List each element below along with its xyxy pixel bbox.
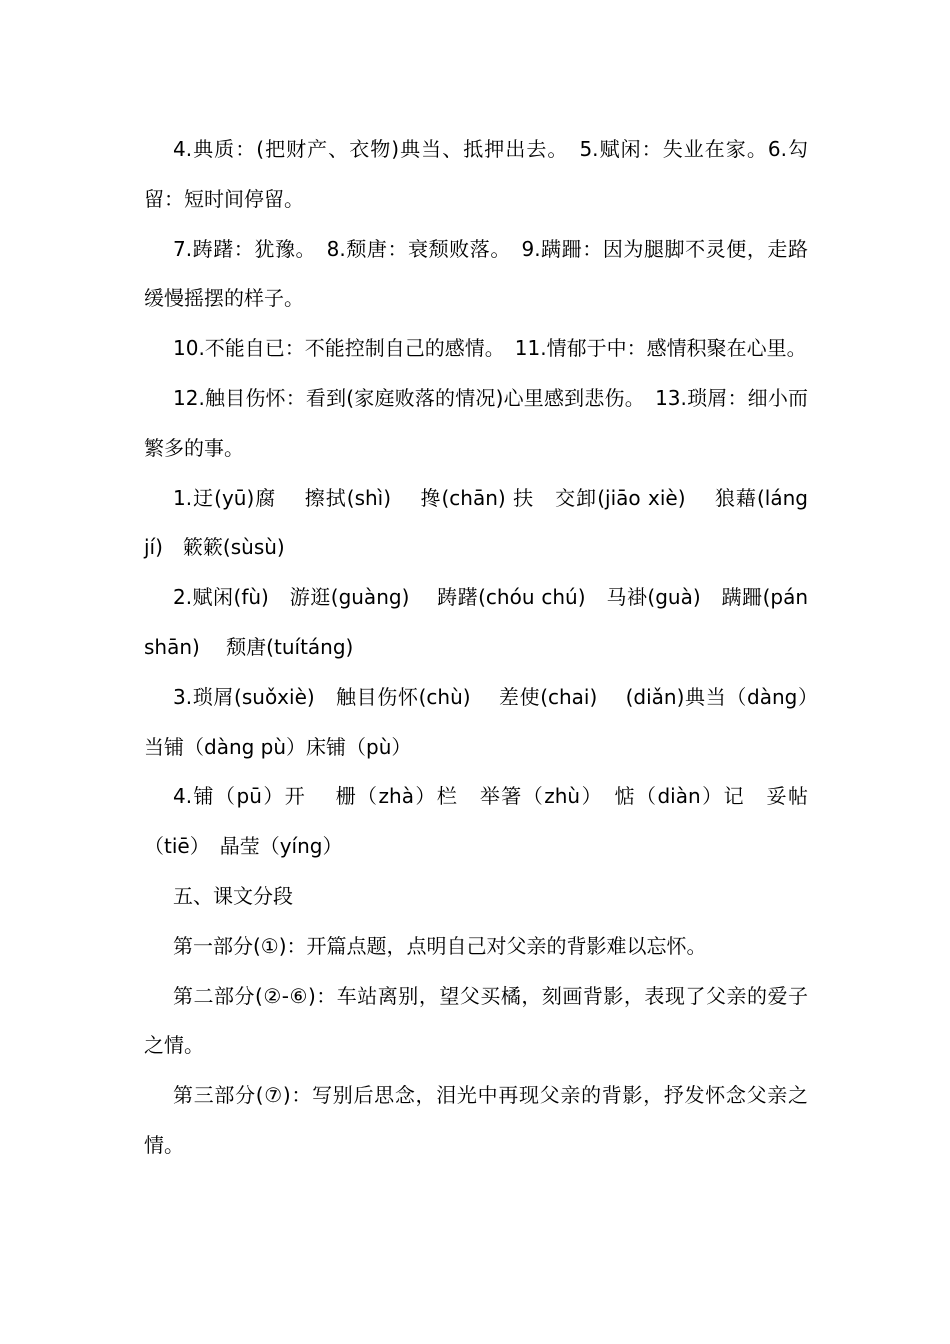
paragraph-pinyin-3: 3.琐屑(suǒxiè) 触目伤怀(chù) 差使(chai) (diǎn)典当（dàng） 当铺（dàng pù）床铺（pù） (144, 684, 828, 759)
document-body (144, 125, 828, 1171)
paragraph-vocab-7-9: 7.踌躇：犹豫。 8.颓唐：衰颓败落。 9.蹒跚：因为腿脚不灵便，走路缓慢摇摆的样子。 (144, 236, 808, 311)
paragraph-pinyin-4: 4.铺（pū）开 栅（zhà）栏 举箸（zhù） 惦（diàn）记 妥帖（tiē） 晶莹（yíng） (144, 784, 808, 859)
paragraph-part-2: 第二部分(②-⑥)：车站离别，望父买橘，刻画背影，表现了父亲的爱子之情。 (144, 983, 808, 1058)
paragraph-part-3: 第三部分(⑦)：写别后思念，泪光中再现父亲的背影，抒发怀念父亲之情。 (144, 1083, 808, 1157)
paragraph-vocab-10-11: 10.不能自已：不能控制自己的感情。 11.情郁于中：感情积聚在心里。 (173, 336, 807, 361)
paragraph-pinyin-1: 1.迂(yū)腐 擦拭(shì) 搀(chān) 扶 交卸(jiāo xiè) 狼藉(láng jí) 簌簌(sùsù) (144, 485, 808, 560)
paragraph-pinyin-2: 2.赋闲(fù) 游逛(guàng) 踌躇(chóu chú) 马褂(guà) 蹒跚(pán shān) 颓唐(tuítáng) (144, 585, 808, 659)
paragraph-vocab-12-13: 12.触目伤怀：看到(家庭败落的情况)心里感到悲伤。 13.琐屑：细小而繁多的事。 (144, 385, 808, 460)
paragraph-part-1: 第一部分(①)：开篇点题，点明自己对父亲的背影难以忘怀。 (173, 933, 707, 958)
paragraph-vocab-4-6: 4.典质：(把财产、衣物)典当、抵押出去。 5.赋闲：失业在家。6.勾留：短时间停留。 (144, 137, 808, 211)
section-heading: 五、课文分段 (173, 883, 293, 908)
